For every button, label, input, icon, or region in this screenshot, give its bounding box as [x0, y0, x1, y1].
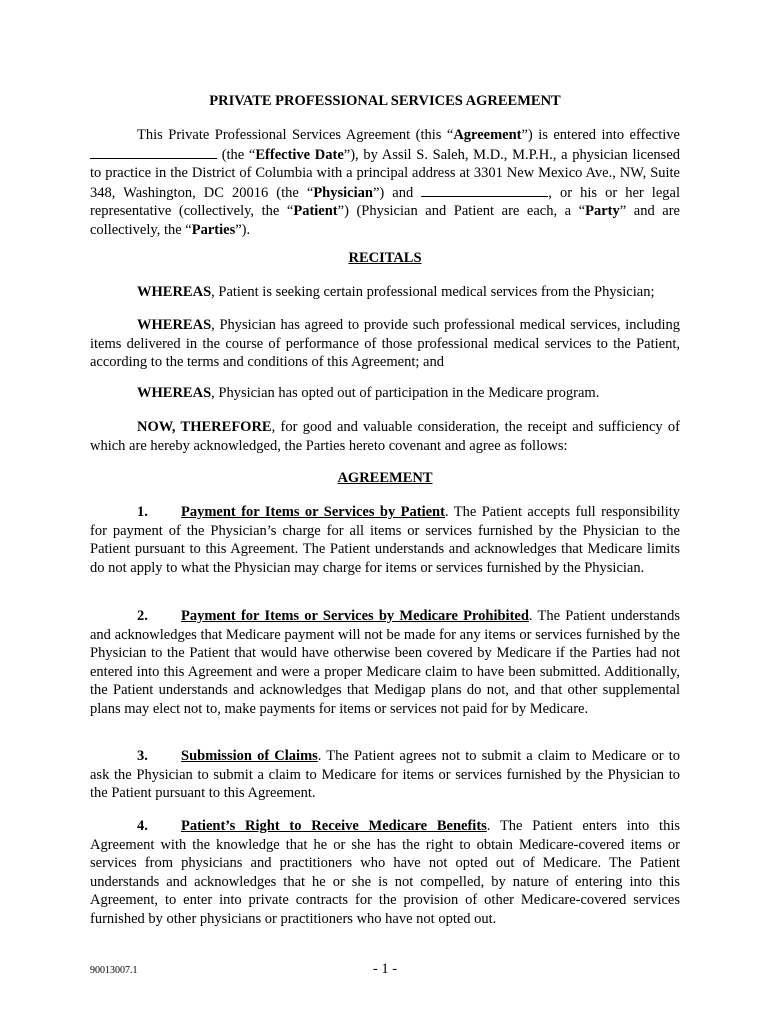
patient-name-blank[interactable] — [421, 183, 548, 197]
recital-paragraph: WHEREAS, Physician has agreed to provide such professional medical services, including items delivered in the course of performance of those professional medical services to the Patient, according to the terms and conditions of this Agreement; and — [90, 317, 680, 371]
document-title: PRIVATE PROFESSIONAL SERVICES AGREEMENT — [209, 93, 561, 109]
intro-paragraph: This Private Professional Services Agreement (this “Agreement”) is entered into effective (the “Effective Date”), by Assil S. Saleh, M.D., M.P.H., a physician licensed to practice in the District of Columbia with a principal address at 3301 New Mexico Ave., NW, Suite 348, Washington, DC 20016 (the “Physician”) and , or his or her legal representative (collectively, the “Patient”) (Physician and Patient are each, a “Party” and are collectively, the “Parties”). — [90, 127, 681, 238]
page-number: - 1 - — [372, 961, 398, 977]
recital-paragraph: WHEREAS, Physician has opted out of participation in the Medicare program. — [137, 385, 600, 401]
effective-date-blank[interactable] — [90, 145, 217, 159]
recital-paragraph: NOW, THEREFORE, for good and valuable consideration, the receipt and sufficiency of which are hereby acknowledged, the Parties hereto covenant and agree as follows: — [90, 419, 680, 454]
section-paragraph: 2. Payment for Items or Services by Medicare Prohibited. The Patient understands and acknowledges that Medicare payment will not be made for any items or services furnished by the Physician to the Patient that would have otherwise been covered by Medicare if the Parties had not entered into this Agreement and were a proper Medicare claim to have been submitted. Additionally, the Patient understands and acknowledges that Medigap plans do not, and that other supplemental plans may elect not to, make payments for items or services not paid for by Medicare. — [90, 608, 680, 717]
agreement-heading: AGREEMENT — [337, 470, 433, 486]
section-paragraph: 3. Submission of Claims. The Patient agrees not to submit a claim to Medicare or to ask the Physician to submit a claim to Medicare for items or services furnished by the Physician to the Patient pursuant to this Agreement. — [90, 748, 680, 802]
section-paragraph: 1. Payment for Items or Services by Patient. The Patient accepts full responsibility for payment of the Physician’s charge for all items or services furnished by the Physician to the Patient pursuant to this Agreement. The Patient understands and acknowledges that Medicare limits do not apply to what the Physician may charge for items or services furnished by the Physician. — [90, 504, 681, 576]
section-paragraph: 4. Patient’s Right to Receive Medicare Benefits. The Patient enters into this Agreement with the knowledge that he or she has the right to obtain Medicare-covered items or services from physicians and practitioners who have not opted out of Medicare. The Patient understands and acknowledges that he or she is not compelled, by nature of entering into this Agreement, to enter into private contracts for the provision of other Medicare-covered services furnished by other physicians or practitioners who have not opted out. — [90, 818, 681, 927]
document-id: 90013007.1 — [90, 965, 138, 976]
recitals-heading: RECITALS — [348, 250, 422, 266]
recital-paragraph: WHEREAS, Patient is seeking certain professional medical services from the Physician; — [137, 284, 655, 300]
